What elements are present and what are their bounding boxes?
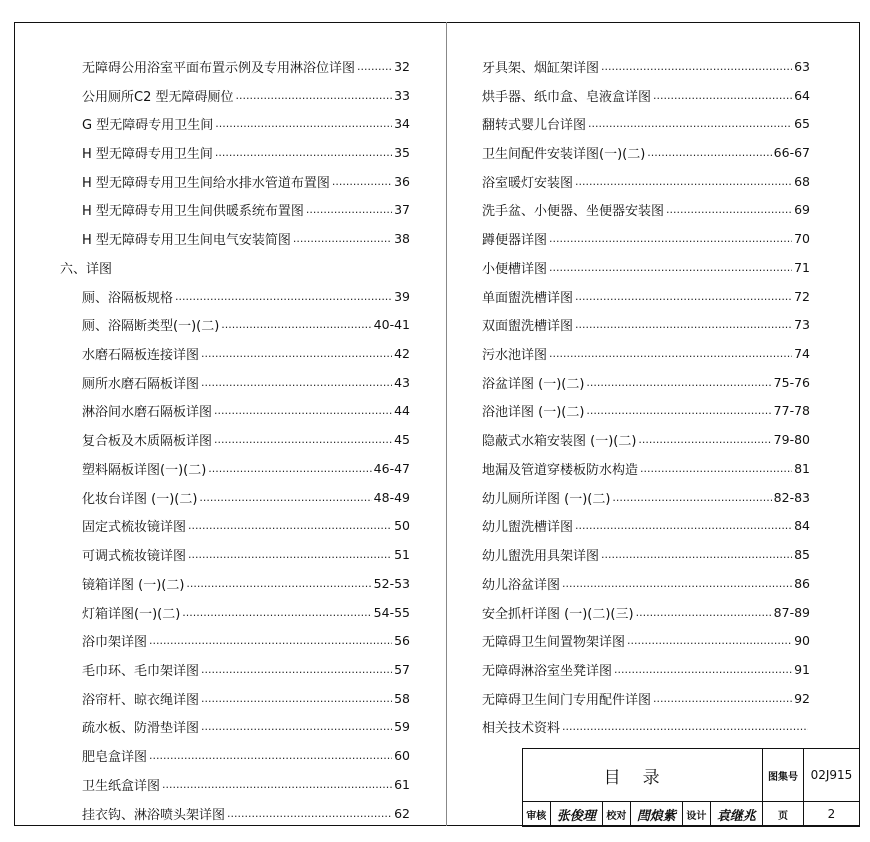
toc-entry-page: 85 xyxy=(794,547,810,563)
toc-entry-title: 幼儿盥洗槽详图 xyxy=(482,520,574,536)
toc-entry-page: 50 xyxy=(394,518,410,534)
toc-entry-title: 浴帘杆、晾衣绳详图 xyxy=(82,692,200,708)
toc-entry-title: 浴池详图 (一)(二) xyxy=(482,405,585,421)
toc-entry xyxy=(482,626,810,655)
design-label: 设计 xyxy=(683,802,711,827)
dot-leader xyxy=(149,749,392,762)
toc-entry-title: 相关技术资料 xyxy=(482,721,561,737)
toc-entry xyxy=(482,569,810,598)
toc-entry-page: 46-47 xyxy=(373,460,410,476)
dot-leader xyxy=(647,146,771,159)
toc-entry-page: 44 xyxy=(394,403,410,419)
toc-entry-page: 60 xyxy=(394,748,410,764)
dot-leader xyxy=(601,60,792,73)
toc-entry-title: 固定式梳妆镜详图 xyxy=(82,520,187,536)
toc-entry xyxy=(60,454,410,483)
toc-entry-title: 幼儿浴盆详图 xyxy=(482,577,561,593)
toc-entry xyxy=(482,397,810,426)
toc-entry xyxy=(482,454,810,483)
toc-entry-page: 69 xyxy=(794,202,810,218)
title-block xyxy=(522,748,860,826)
toc-entry-title: G 型无障碍专用卫生间 xyxy=(82,118,214,134)
review-label: 审核 xyxy=(523,802,551,827)
dot-leader xyxy=(638,433,771,446)
toc-entry-title: 六、详图 xyxy=(60,261,113,277)
toc-entry-title: 淋浴间水磨石隔板详图 xyxy=(82,405,213,421)
toc-entry-page: 48-49 xyxy=(373,489,410,505)
toc-entry-title: 水磨石隔板连接详图 xyxy=(82,348,200,364)
toc-entry xyxy=(60,425,410,454)
toc-entry-title: 浴盆详图 (一)(二) xyxy=(482,376,585,392)
dot-leader xyxy=(186,577,371,590)
toc-entry-title: 复合板及木质隔板详图 xyxy=(82,434,213,450)
dot-leader xyxy=(653,89,792,102)
toc-entry-title: 肥皂盒详图 xyxy=(82,750,148,766)
toc-entry xyxy=(482,512,810,541)
column-divider xyxy=(446,22,447,826)
toc-entry-page: 70 xyxy=(794,231,810,247)
toc-entry xyxy=(482,224,810,253)
dot-leader xyxy=(575,519,792,532)
toc-entry-title: 幼儿盥洗用具架详图 xyxy=(482,549,600,565)
toc-entry-title: 烘手器、纸巾盒、皂液盒详图 xyxy=(482,89,652,105)
toc-entry xyxy=(60,397,410,426)
toc-entry-title: 可调式梳妆镜详图 xyxy=(82,549,187,565)
check-signature: 閆烺紫 xyxy=(630,802,683,827)
toc-entry xyxy=(482,339,810,368)
toc-entry xyxy=(60,368,410,397)
review-signature: 张俊理 xyxy=(550,802,603,827)
toc-entry-title: 幼儿厕所详图 (一)(二) xyxy=(482,491,611,507)
toc-entry-page: 57 xyxy=(394,661,410,677)
toc-entry xyxy=(60,310,410,339)
toc-entry xyxy=(60,52,410,81)
dot-leader xyxy=(227,807,392,820)
dot-leader xyxy=(653,692,792,705)
toc-entry-page: 38 xyxy=(394,231,410,247)
toc-entry-page: 73 xyxy=(794,317,810,333)
toc-entry xyxy=(482,425,810,454)
toc-entry-page: 42 xyxy=(394,346,410,362)
dot-leader xyxy=(201,663,392,676)
design-signature: 袁继兆 xyxy=(710,802,763,827)
toc-left-column xyxy=(60,52,410,827)
toc-entry-page: 74 xyxy=(794,346,810,362)
dot-leader xyxy=(201,720,392,733)
toc-entry-title: 翻转式婴儿台详图 xyxy=(482,118,587,134)
toc-entry-title: 厕所水磨石隔板详图 xyxy=(82,376,200,392)
toc-entry-page: 39 xyxy=(394,288,410,304)
toc-entry-title: 污水池详图 xyxy=(482,348,548,364)
page-label: 页 xyxy=(763,802,804,827)
toc-entry xyxy=(482,167,810,196)
toc-entry-page: 68 xyxy=(794,173,810,189)
toc-entry xyxy=(482,253,810,282)
dot-leader xyxy=(215,117,392,130)
toc-entry xyxy=(60,713,410,742)
toc-entry-title: 浴室暖灯安装图 xyxy=(482,175,574,191)
toc-entry xyxy=(60,684,410,713)
dot-leader xyxy=(666,203,792,216)
toc-entry-title: 灯箱详图(一)(二) xyxy=(82,606,181,622)
toc-entry-title: H 型无障碍专用卫生间电气安装简图 xyxy=(82,233,291,249)
toc-entry-page: 43 xyxy=(394,374,410,390)
toc-entry xyxy=(60,741,410,770)
toc-entry-page: 81 xyxy=(794,460,810,476)
toc-entry-title: 双面盥洗槽详图 xyxy=(482,319,574,335)
toc-entry-page: 34 xyxy=(394,116,410,132)
toc-entry-page: 62 xyxy=(394,805,410,821)
dot-leader xyxy=(586,404,771,417)
dot-leader xyxy=(293,232,392,245)
toc-entry xyxy=(482,52,810,81)
dot-leader xyxy=(306,203,392,216)
toc-entry-page: 72 xyxy=(794,288,810,304)
toc-entry xyxy=(60,339,410,368)
dot-leader xyxy=(627,634,792,647)
section-heading xyxy=(60,253,410,282)
toc-entry xyxy=(482,368,810,397)
toc-entry xyxy=(482,109,810,138)
dot-leader xyxy=(162,778,392,791)
dot-leader xyxy=(575,175,792,188)
toc-entry-title: 蹲便器详图 xyxy=(482,233,548,249)
dot-leader xyxy=(149,634,392,647)
toc-entry-page: 71 xyxy=(794,259,810,275)
toc-entry-title: 疏水板、防滑垫详图 xyxy=(82,721,200,737)
toc-entry-title: 卫生间配件安装详图(一)(二) xyxy=(482,147,646,163)
atlas-number: 02J915 xyxy=(803,749,859,802)
dot-leader xyxy=(188,519,392,532)
toc-entry-title: 地漏及管道穿楼板防水构造 xyxy=(482,462,639,478)
dot-leader xyxy=(562,720,808,733)
toc-entry xyxy=(60,626,410,655)
dot-leader xyxy=(182,606,371,619)
toc-entry-page: 82-83 xyxy=(773,489,810,505)
dot-leader xyxy=(214,433,392,446)
dot-leader xyxy=(562,577,792,590)
toc-entry xyxy=(482,138,810,167)
toc-entry xyxy=(482,713,810,742)
toc-entry-title: 卫生纸盒详图 xyxy=(82,778,161,794)
dot-leader xyxy=(221,318,371,331)
toc-entry xyxy=(60,167,410,196)
toc-entry-title: 浴巾架详图 xyxy=(82,635,148,651)
toc-entry-page: 52-53 xyxy=(373,575,410,591)
toc-entry-title: 洗手盆、小便器、坐便器安装图 xyxy=(482,204,665,220)
toc-entry-title: 安全抓杆详图 (一)(二)(三) xyxy=(482,606,634,622)
toc-entry-title: H 型无障碍专用卫生间 xyxy=(82,147,213,163)
toc-entry xyxy=(60,799,410,828)
toc-entry-page: 51 xyxy=(394,547,410,563)
toc-entry-title: 镜箱详图 (一)(二) xyxy=(82,577,185,593)
toc-entry-title: H 型无障碍专用卫生间给水排水管道布置图 xyxy=(82,175,330,191)
toc-entry-page: 75-76 xyxy=(773,374,810,390)
toc-entry-page: 37 xyxy=(394,202,410,218)
toc-entry-page: 33 xyxy=(394,87,410,103)
toc-entry xyxy=(60,224,410,253)
dot-leader xyxy=(357,60,392,73)
toc-entry-title: 无障碍卫生间置物架详图 xyxy=(482,635,626,651)
toc-entry xyxy=(60,569,410,598)
toc-entry-page: 63 xyxy=(794,58,810,74)
dot-leader xyxy=(201,376,392,389)
toc-entry-page: 36 xyxy=(394,173,410,189)
toc-entry-title: 牙具架、烟缸架详图 xyxy=(482,60,600,76)
toc-entry xyxy=(60,512,410,541)
dot-leader xyxy=(188,548,392,561)
toc-entry xyxy=(60,138,410,167)
dot-leader xyxy=(601,548,792,561)
toc-entry xyxy=(482,310,810,339)
dot-leader xyxy=(214,404,392,417)
toc-entry xyxy=(482,655,810,684)
toc-entry-title: 隐蔽式水箱安装图 (一)(二) xyxy=(482,434,637,450)
toc-entry xyxy=(482,684,810,713)
dot-leader xyxy=(640,462,792,475)
dot-leader xyxy=(612,491,771,504)
toc-entry-page: 91 xyxy=(794,661,810,677)
dot-leader xyxy=(549,232,792,245)
toc-entry-page: 54-55 xyxy=(373,604,410,620)
dot-leader xyxy=(235,89,392,102)
dot-leader xyxy=(586,376,771,389)
toc-entry-page: 77-78 xyxy=(773,403,810,419)
dot-leader xyxy=(636,606,772,619)
dot-leader xyxy=(575,290,792,303)
toc-entry-page: 56 xyxy=(394,633,410,649)
toc-entry-page: 84 xyxy=(794,518,810,534)
toc-entry-title: 厕、浴隔板规格 xyxy=(82,290,174,306)
toc-entry xyxy=(482,81,810,110)
dot-leader xyxy=(549,261,792,274)
dot-leader xyxy=(201,692,392,705)
toc-entry xyxy=(60,282,410,311)
toc-entry-page: 86 xyxy=(794,575,810,591)
toc-entry xyxy=(60,598,410,627)
dot-leader xyxy=(614,663,792,676)
toc-entry-title: 挂衣钩、淋浴喷头架详图 xyxy=(82,807,226,823)
toc-entry-title: 无障碍卫生间门专用配件详图 xyxy=(482,692,652,708)
toc-entry xyxy=(482,483,810,512)
toc-entry xyxy=(482,282,810,311)
toc-entry-page: 59 xyxy=(394,719,410,735)
toc-entry-title: 单面盥洗槽详图 xyxy=(482,290,574,306)
dot-leader xyxy=(201,347,392,360)
toc-entry-page: 35 xyxy=(394,145,410,161)
toc-entry-page: 40-41 xyxy=(373,317,410,333)
toc-entry-page: 90 xyxy=(794,633,810,649)
toc-entry-title: 公用厕所C2 型无障碍厕位 xyxy=(82,89,234,105)
toc-entry-page: 61 xyxy=(394,776,410,792)
toc-entry-page: 87-89 xyxy=(773,604,810,620)
toc-entry-page: 92 xyxy=(794,690,810,706)
dot-leader xyxy=(588,117,792,130)
toc-entry-title: H 型无障碍专用卫生间供暖系统布置图 xyxy=(82,204,304,220)
toc-entry-title: 厕、浴隔断类型(一)(二) xyxy=(82,319,220,335)
atlas-number-label: 图集号 xyxy=(763,749,804,802)
toc-right-column xyxy=(482,52,810,741)
toc-entry-page: 45 xyxy=(394,432,410,448)
dot-leader xyxy=(199,491,371,504)
toc-entry-page: 65 xyxy=(794,116,810,132)
dot-leader xyxy=(575,318,792,331)
toc-entry xyxy=(60,196,410,225)
toc-entry xyxy=(60,540,410,569)
toc-entry-title: 小便槽详图 xyxy=(482,261,548,277)
toc-entry-page: 79-80 xyxy=(773,432,810,448)
toc-entry-title: 无障碍公用浴室平面布置示例及专用淋浴位详图 xyxy=(82,60,356,76)
dot-leader xyxy=(215,146,392,159)
toc-entry-page: 32 xyxy=(394,58,410,74)
toc-entry xyxy=(60,81,410,110)
toc-entry xyxy=(482,540,810,569)
toc-entry-page: 58 xyxy=(394,690,410,706)
toc-entry xyxy=(482,196,810,225)
dot-leader xyxy=(549,347,792,360)
dot-leader xyxy=(208,462,371,475)
toc-entry-title: 毛巾环、毛巾架详图 xyxy=(82,663,200,679)
title-block-title: 目录 xyxy=(523,749,763,802)
toc-entry xyxy=(60,109,410,138)
toc-entry xyxy=(482,598,810,627)
page-number: 2 xyxy=(803,802,859,827)
toc-entry-title: 塑料隔板详图(一)(二) xyxy=(82,462,207,478)
toc-entry xyxy=(60,770,410,799)
check-label: 校对 xyxy=(603,802,631,827)
dot-leader xyxy=(175,290,392,303)
toc-entry-page: 66-67 xyxy=(773,145,810,161)
toc-entry-title: 无障碍淋浴室坐凳详图 xyxy=(482,663,613,679)
dot-leader xyxy=(332,175,392,188)
toc-entry xyxy=(60,483,410,512)
toc-entry-page: 64 xyxy=(794,87,810,103)
toc-entry xyxy=(60,655,410,684)
toc-entry-title: 化妆台详图 (一)(二) xyxy=(82,491,198,507)
